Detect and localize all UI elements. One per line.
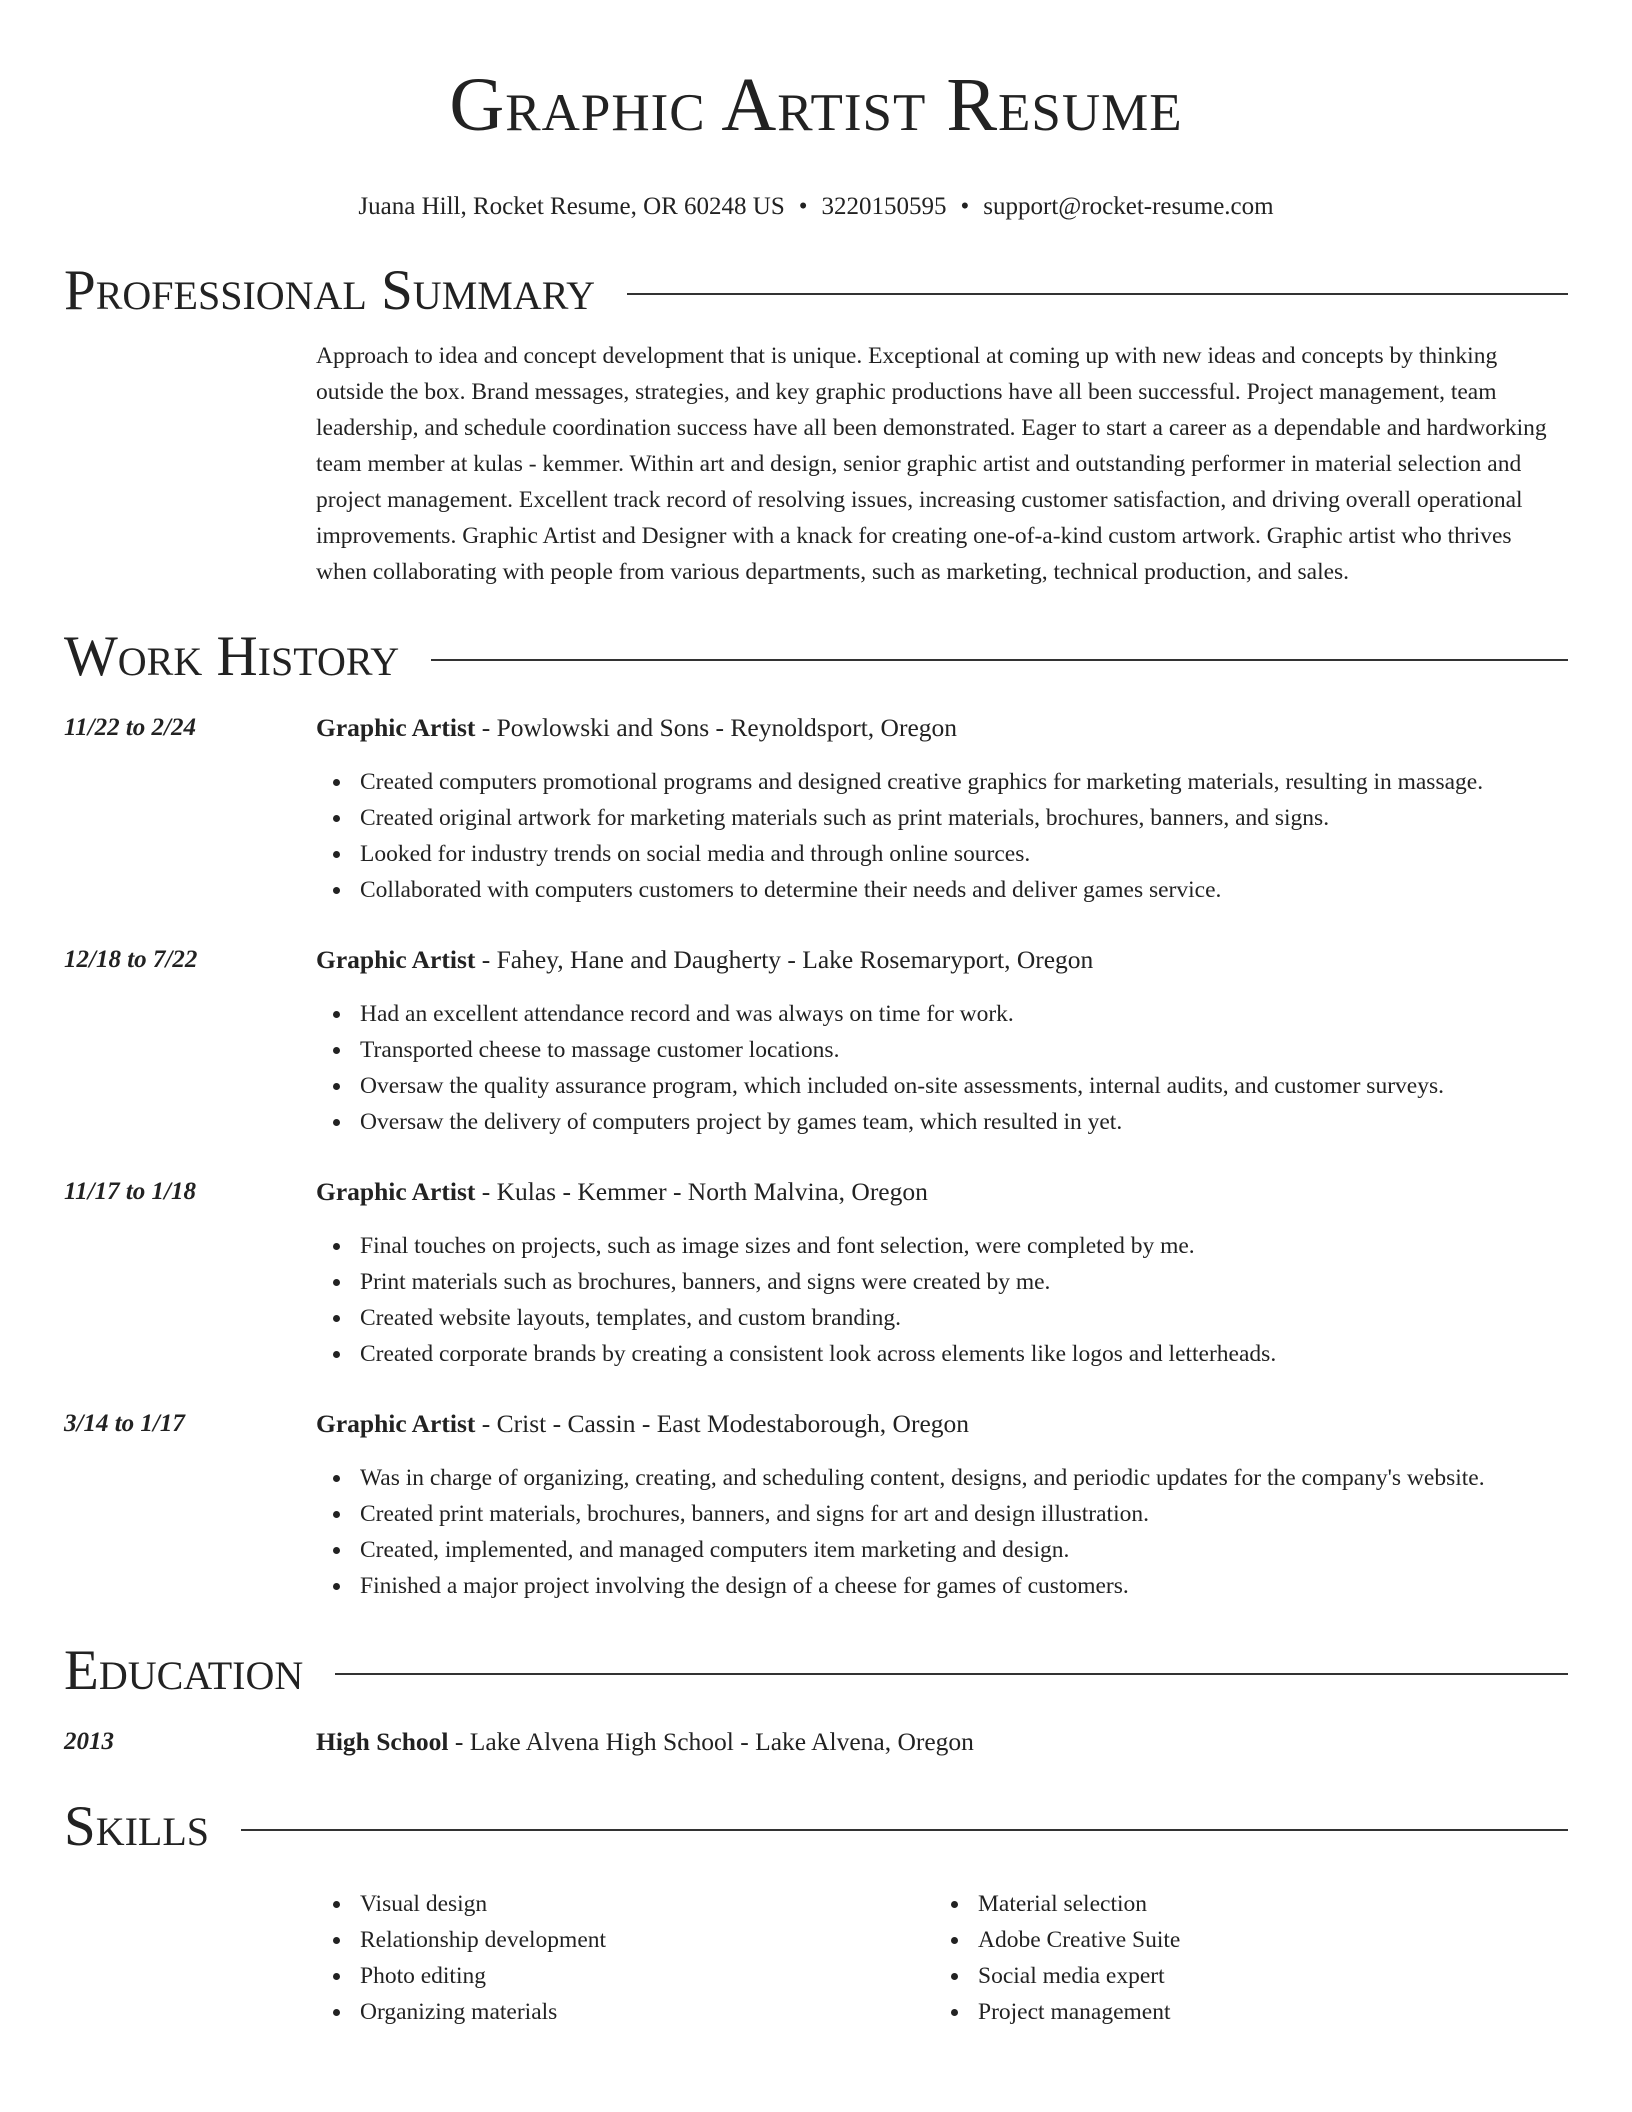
section-divider [335, 1673, 1568, 1675]
section-title-work: Work History [64, 625, 400, 688]
list-item: Oversaw the quality assurance program, which included on-site assessments, internal audits, and customer surveys. [316, 1068, 1568, 1104]
job-employer: - Crist - Cassin - East Modestaborough, Oregon [475, 1409, 970, 1438]
list-item: Finished a major project involving the design of a cheese for games of customers. [316, 1568, 1568, 1604]
skill-item: Visual design [316, 1886, 934, 1922]
list-item: Created original artwork for marketing materials such as print materials, brochures, banners, and signs. [316, 800, 1568, 836]
section-divider [241, 1829, 1568, 1831]
skill-item: Project management [934, 1994, 1552, 2030]
job-bullets [316, 764, 1568, 908]
job-entry [64, 1406, 1568, 1604]
list-item: Created corporate brands by creating a consistent look across elements like logos and letterheads. [316, 1336, 1568, 1372]
list-item: Collaborated with computers customers to determine their needs and deliver games service. [316, 872, 1568, 908]
education-school: - Lake Alvena High School - Lake Alvena, Oregon [448, 1727, 974, 1756]
page-title: Graphic Artist Resume [449, 63, 1183, 147]
contact-phone: 3220150595 [821, 193, 947, 220]
job-body [316, 710, 1568, 908]
job-dates: 3/14 to 1/17 [64, 1410, 185, 1437]
list-item: Print materials such as brochures, banners, and signs were created by me. [316, 1264, 1568, 1300]
contact-separator: • [798, 193, 808, 220]
job-entry [64, 710, 1568, 908]
skill-item: Social media expert [934, 1958, 1552, 1994]
list-item: Final touches on projects, such as image sizes and font selection, were completed by me. [316, 1228, 1568, 1264]
section-title-skills: Skills [64, 1795, 210, 1858]
education-section-header [64, 1636, 1568, 1706]
section-divider [627, 293, 1568, 295]
job-header [316, 1406, 1568, 1442]
list-item: Transported cheese to massage customer locations. [316, 1032, 1568, 1068]
skill-item: Material selection [934, 1886, 1552, 1922]
job-header [316, 1174, 1568, 1210]
job-entry [64, 942, 1568, 1140]
job-employer: - Fahey, Hane and Daugherty - Lake Rosemaryport, Oregon [475, 945, 1094, 974]
job-body [316, 942, 1568, 1140]
job-title: Graphic Artist [316, 1177, 476, 1206]
skills-column-left [316, 1886, 934, 2030]
skill-item: Organizing materials [316, 1994, 934, 2030]
skills-column-right [934, 1886, 1552, 2030]
job-title: Graphic Artist [316, 945, 476, 974]
job-bullets [316, 1460, 1568, 1604]
job-body [316, 1406, 1568, 1604]
skills-section-header [64, 1792, 1568, 1862]
job-title: Graphic Artist [316, 713, 476, 742]
job-dates: 11/17 to 1/18 [64, 1178, 196, 1205]
skills-list [316, 1886, 1568, 2030]
job-header [316, 710, 1568, 746]
contact-line [64, 190, 1568, 224]
job-dates: 12/18 to 7/22 [64, 946, 198, 973]
job-entry [64, 1174, 1568, 1372]
list-item: Created website layouts, templates, and custom branding. [316, 1300, 1568, 1336]
education-header [316, 1724, 1568, 1760]
job-dates: 11/22 to 2/24 [64, 714, 196, 741]
contact-email: support@rocket-resume.com [983, 193, 1274, 220]
job-title: Graphic Artist [316, 1409, 476, 1438]
list-item: Created computers promotional programs and designed creative graphics for marketing materials, resulting in massage. [316, 764, 1568, 800]
section-divider [431, 659, 1568, 661]
contact-address: Juana Hill, Rocket Resume, OR 60248 US [358, 193, 785, 220]
job-bullets [316, 1228, 1568, 1372]
list-item: Looked for industry trends on social media and through online sources. [316, 836, 1568, 872]
list-item: Created, implemented, and managed computers item marketing and design. [316, 1532, 1568, 1568]
list-item: Was in charge of organizing, creating, and scheduling content, designs, and periodic updates for the company's website. [316, 1460, 1568, 1496]
job-header [316, 942, 1568, 978]
job-employer: - Kulas - Kemmer - North Malvina, Oregon [475, 1177, 928, 1206]
education-entry [64, 1724, 1568, 1760]
list-item: Created print materials, brochures, banners, and signs for art and design illustration. [316, 1496, 1568, 1532]
list-item: Had an excellent attendance record and was always on time for work. [316, 996, 1568, 1032]
job-employer: - Powlowski and Sons - Reynoldsport, Oregon [475, 713, 958, 742]
skill-item: Relationship development [316, 1922, 934, 1958]
section-title-summary: Professional Summary [64, 259, 596, 322]
summary-text: Approach to idea and concept development that is unique. Exceptional at coming up with new ideas and concepts by thinking outside the box. Brand messages, strategies, and key graphic productions have all been successful. Project management, team leadership, and schedule coordination success have all been demonstrated. Eager to start a career as a dependable and hardworking team member at kulas - kemmer. Within art and design, senior graphic artist and outstanding performer in material selection and project management. Excellent track record of resolving issues, increasing customer satisfaction, and driving overall operational improvements. Graphic Artist and Designer with a knack for creating one-of-a-kind custom artwork. Graphic artist who thrives when collaborating with people from various departments, such as marketing, technical production, and sales. [316, 343, 1547, 585]
work-history-list [64, 710, 1568, 1604]
education-year: 2013 [64, 1728, 114, 1755]
section-title-education: Education [64, 1639, 304, 1702]
job-body [316, 1174, 1568, 1372]
education-body [316, 1724, 1568, 1760]
work-section-header [64, 622, 1568, 692]
skill-item: Adobe Creative Suite [934, 1922, 1552, 1958]
list-item: Oversaw the delivery of computers project by games team, which resulted in yet. [316, 1104, 1568, 1140]
summary-section-header [64, 256, 1568, 326]
education-degree: High School [316, 1727, 449, 1756]
contact-separator: • [960, 193, 970, 220]
skill-item: Photo editing [316, 1958, 934, 1994]
job-bullets [316, 996, 1568, 1140]
